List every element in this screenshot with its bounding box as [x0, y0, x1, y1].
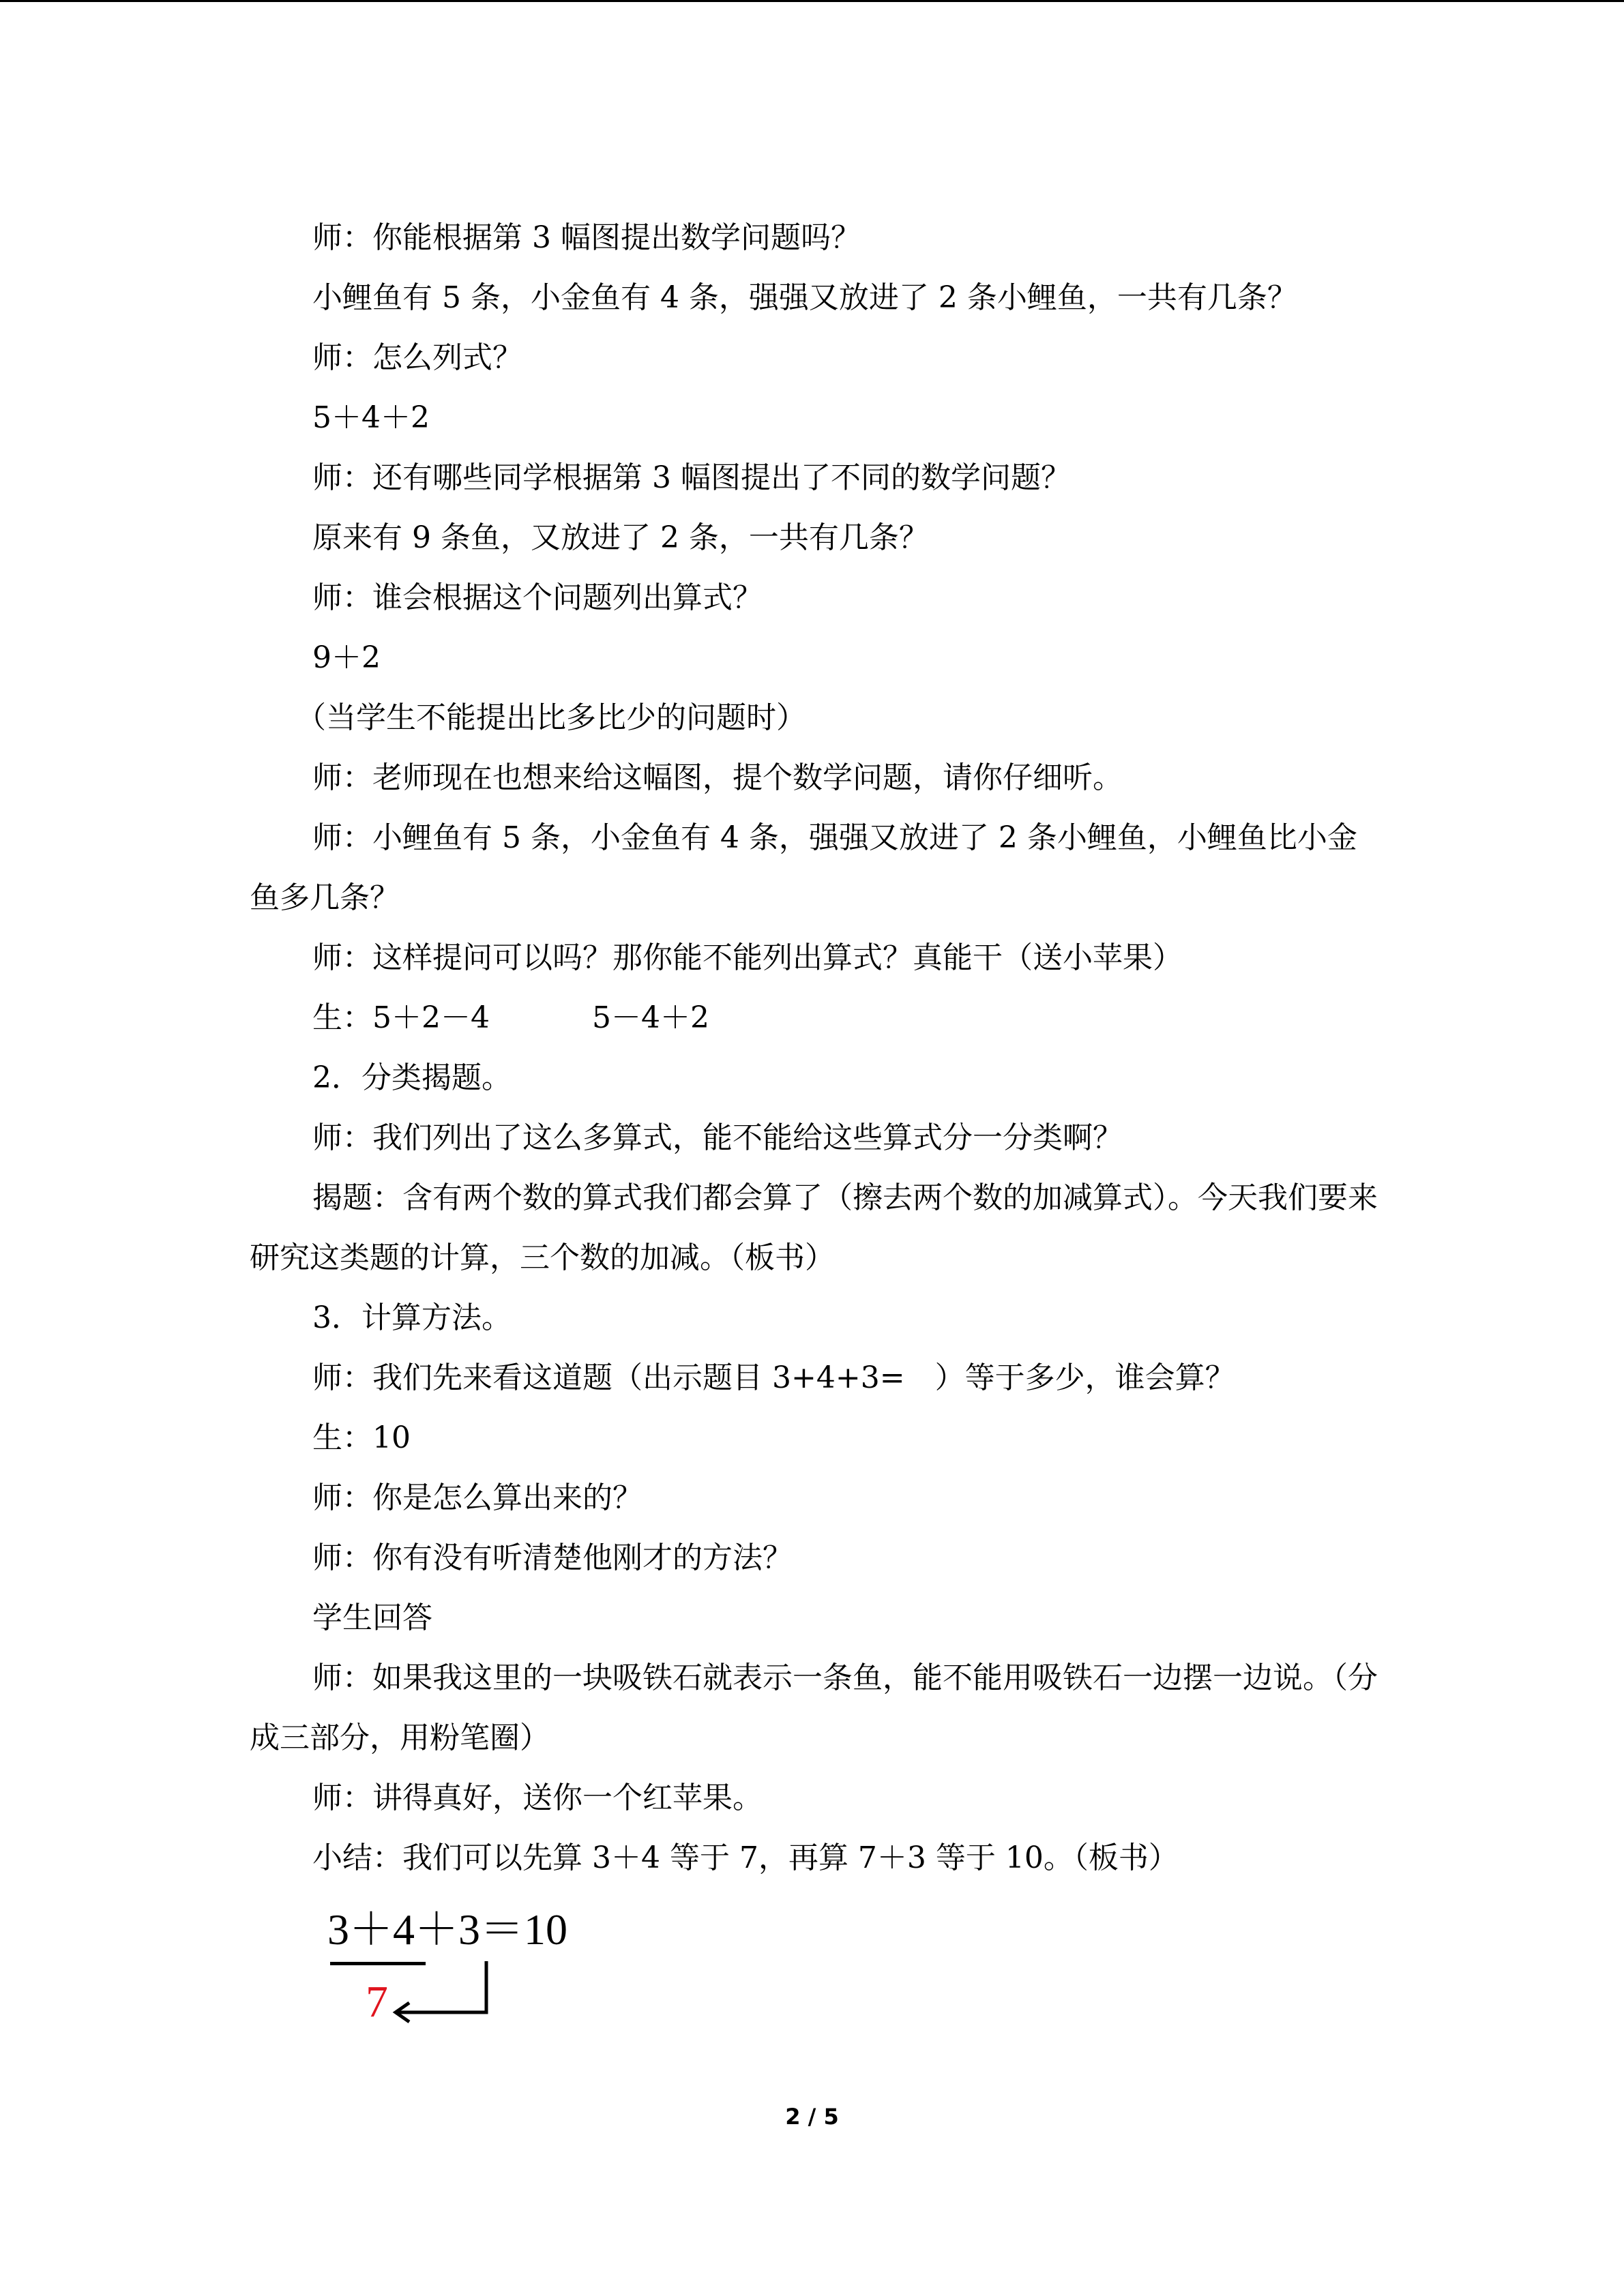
paragraph: 师：讲得真好，送你一个红苹果。: [312, 1780, 763, 1815]
student-answer-first: 生：5＋2－4: [312, 1000, 490, 1035]
paragraph: 师：如果我这里的一块吸铁石就表示一条鱼，能不能用吸铁石一边摆一边说。（分成三部分，用粉笔圈）: [250, 1660, 1378, 1755]
paragraph: 师：你是怎么算出来的？: [312, 1480, 643, 1515]
paragraph: 师：这样提问可以吗？那你能不能列出算式？真能干（送小苹果）: [312, 940, 1183, 975]
page-top-border: [0, 0, 1624, 2]
paragraph: 师：怎么列式？: [312, 340, 522, 375]
paragraph: 小结：我们可以先算 3＋4 等于 7，再算 7＋3 等于 10。（板书）: [312, 1840, 1179, 1875]
figure-partial-result: 7: [366, 1977, 388, 2027]
paragraph: 师：我们列出了这么多算式，能不能给这些算式分一分类啊？: [312, 1120, 1123, 1155]
document-body: [250, 208, 1382, 1888]
figure-equation: 3＋4＋3＝10: [327, 1905, 567, 1954]
student-answer-line: [250, 988, 1382, 1048]
paragraph: 揭题：含有两个数的算式我们都会算了（擦去两个数的加减算式）。今天我们要来研究这类题的计算，三个数的加减。（板书）: [250, 1180, 1378, 1275]
paragraph: 师：老师现在也想来给这幅图，提个数学问题，请你仔细听。: [312, 760, 1123, 795]
paragraph: 师：你能根据第 3 幅图提出数学问题吗？: [312, 220, 861, 255]
paragraph: 师：我们先来看这道题（出示题目 3+4+3= ）等于多少，谁会算？: [312, 1360, 1235, 1395]
section-heading: 3．计算方法。: [312, 1300, 512, 1335]
paragraph: 师：你有没有听清楚他刚才的方法？: [312, 1540, 793, 1575]
paragraph: 学生回答: [312, 1600, 432, 1635]
paragraph: 小鲤鱼有 5 条，小金鱼有 4 条，强强又放进了 2 条小鲤鱼，一共有几条？: [312, 280, 1297, 315]
section-heading: 2．分类揭题。: [312, 1060, 512, 1095]
paragraph: 师：谁会根据这个问题列出算式？: [312, 580, 763, 615]
left-arrow-icon: [327, 1903, 614, 2039]
paragraph: 师：小鲤鱼有 5 条，小金鱼有 4 条，强强又放进了 2 条小鲤鱼，小鲤鱼比小金鱼多几条？: [250, 820, 1357, 915]
page-number: 2 / 5: [785, 2104, 839, 2130]
paragraph: 9＋2: [312, 640, 381, 675]
paragraph: 生：10: [312, 1420, 411, 1455]
paragraph: 原来有 9 条鱼，又放进了 2 条，一共有几条？: [312, 520, 929, 555]
paragraph: （当学生不能提出比多比少的问题时）: [296, 700, 806, 735]
paragraph: 师：还有哪些同学根据第 3 幅图提出了不同的数学问题？: [312, 460, 1071, 495]
calculation-figure: [327, 1903, 614, 2039]
paragraph: 5＋4＋2: [312, 400, 430, 435]
student-answer-second: 5－4＋2: [591, 1000, 709, 1035]
